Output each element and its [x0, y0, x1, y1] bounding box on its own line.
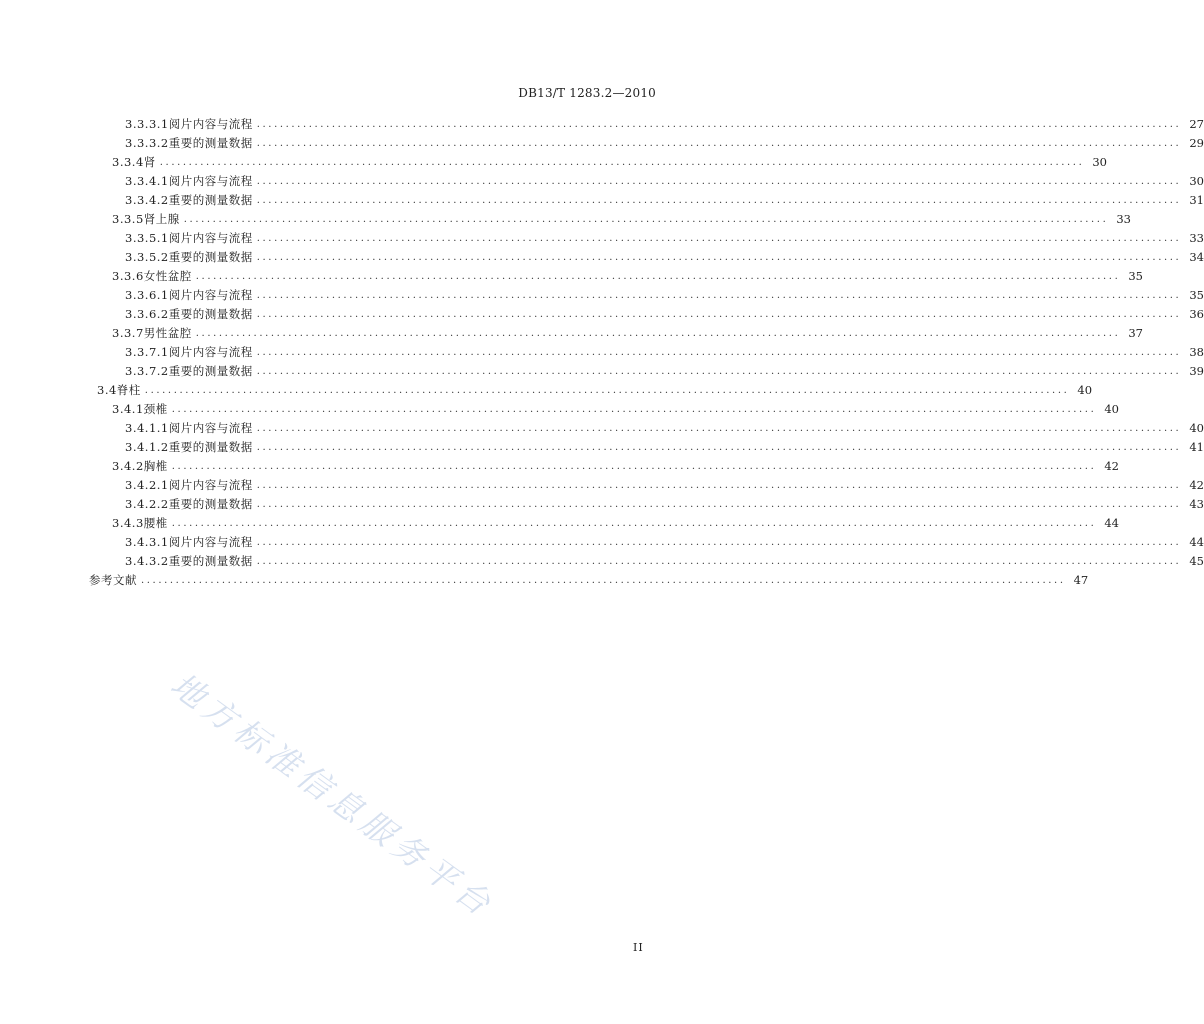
- toc-entry-dot-leader: ................................................................................................................................................................: [256, 499, 1182, 510]
- toc-entry-dot-leader: ................................................................................................................................................................: [171, 461, 1097, 472]
- toc-entry: [0, 400, 1119, 419]
- toc-entry-number: 3.4.1: [112, 402, 144, 416]
- toc-entry-dot-leader: ................................................................................................................................................................: [171, 404, 1097, 415]
- toc-entry-page: 35: [1189, 288, 1204, 302]
- toc-entry-title: 女性盆腔: [143, 269, 192, 283]
- toc-entry-dot-leader: ................................................................................................................................................................: [256, 119, 1182, 130]
- toc-entry-number: 3.4.3: [112, 516, 144, 530]
- toc-entry-dot-leader: ................................................................................................................................................................: [256, 537, 1182, 548]
- toc-entry-title: 重要的测量数据: [168, 193, 253, 207]
- toc-entry-number: 3.3.3.1: [125, 117, 169, 131]
- toc-entry-title: 胸椎: [143, 459, 168, 473]
- toc-entry-page: 44: [1104, 516, 1119, 530]
- toc-entry-title: 重要的测量数据: [168, 497, 253, 511]
- toc-entry-page: 45: [1189, 554, 1204, 568]
- toc-entry-dot-leader: ................................................................................................................................................................: [256, 138, 1182, 149]
- toc-entry-number: 3.3.6.2: [125, 307, 169, 321]
- toc-entry: [0, 229, 1204, 248]
- toc-entry-page: 39: [1189, 364, 1204, 378]
- toc-entry: [0, 191, 1204, 210]
- watermark: 地方标准信息服务平台: [163, 664, 502, 926]
- toc-entry-dot-leader: ................................................................................................................................................................: [159, 157, 1085, 168]
- toc-entry-page: 40: [1104, 402, 1119, 416]
- toc-entry-number: 3.3.4.2: [125, 193, 169, 207]
- toc-entry-page: 33: [1116, 212, 1131, 226]
- toc-entry-title: 重要的测量数据: [168, 364, 253, 378]
- toc-entry-title: 肾上腺: [143, 212, 180, 226]
- toc-entry-dot-leader: ................................................................................................................................................................: [256, 309, 1182, 320]
- toc-entry-page: 47: [1073, 573, 1089, 587]
- toc-entry: [0, 153, 1107, 172]
- toc-entry-number: 3.3.7: [112, 326, 144, 340]
- toc-entry-dot-leader: ................................................................................................................................................................: [256, 366, 1182, 377]
- toc-entry-title: 重要的测量数据: [168, 136, 253, 150]
- toc-entry-number: 3.3.6: [112, 269, 144, 283]
- toc-entry-number: 3.3.3.2: [125, 136, 169, 150]
- toc-entry-dot-leader: ................................................................................................................................................................: [256, 233, 1182, 244]
- toc-entry-dot-leader: ................................................................................................................................................................: [195, 271, 1121, 282]
- toc-entry: [0, 514, 1119, 533]
- toc-entry-dot-leader: ................................................................................................................................................................: [256, 195, 1182, 206]
- toc-entry-title: 阅片内容与流程: [168, 174, 253, 188]
- toc-entry: [0, 362, 1204, 381]
- toc-entry-page: 33: [1189, 231, 1204, 245]
- toc-entry: [0, 134, 1204, 153]
- toc-entry-title: 阅片内容与流程: [168, 288, 253, 302]
- toc-entry: [0, 324, 1143, 343]
- toc-entry-title: 脊柱: [116, 383, 141, 397]
- toc-entry-page: 44: [1189, 535, 1204, 549]
- toc-entry: [0, 476, 1204, 495]
- toc-entry-page: 35: [1128, 269, 1143, 283]
- toc-entry-number: 3.3.7.1: [125, 345, 169, 359]
- toc-entry-title: 阅片内容与流程: [168, 535, 253, 549]
- toc-entry-title: 男性盆腔: [143, 326, 192, 340]
- toc-entry-title: 重要的测量数据: [168, 554, 253, 568]
- toc-entry-title: 阅片内容与流程: [168, 345, 253, 359]
- toc-entry-number: 3.3.5: [112, 212, 144, 226]
- toc-entry-title: 颈椎: [143, 402, 168, 416]
- toc-entry-page: 43: [1189, 497, 1204, 511]
- toc-entry-title: 阅片内容与流程: [168, 421, 253, 435]
- toc-entry-page: 40: [1189, 421, 1204, 435]
- toc-entry-number: 3.3.7.2: [125, 364, 169, 378]
- toc-entry: [0, 571, 1089, 590]
- toc-entry-dot-leader: ................................................................................................................................................................: [256, 176, 1182, 187]
- toc-entry-page: 27: [1189, 117, 1204, 131]
- toc-entry-number: 3.4.1.2: [125, 440, 169, 454]
- toc-entry: [0, 533, 1204, 552]
- toc-entry: [0, 115, 1204, 134]
- toc-entry-title: 阅片内容与流程: [168, 231, 253, 245]
- toc-entry-page: 30: [1189, 174, 1204, 188]
- toc-entry-dot-leader: ................................................................................................................................................................: [144, 385, 1070, 396]
- toc-entry-dot-leader: ................................................................................................................................................................: [141, 575, 1066, 586]
- toc-entry: [0, 381, 1093, 400]
- toc-entry-number: 3.4.3.2: [125, 554, 169, 568]
- toc-entry: [0, 267, 1143, 286]
- toc-entry-title: 肾: [143, 155, 156, 169]
- toc-entry-page: 36: [1189, 307, 1204, 321]
- toc-entry-dot-leader: ................................................................................................................................................................: [256, 252, 1182, 263]
- toc-entry: [0, 343, 1204, 362]
- toc-entry: [0, 457, 1119, 476]
- toc-entry: [0, 210, 1131, 229]
- toc-entry-dot-leader: ................................................................................................................................................................: [183, 214, 1109, 225]
- toc-entry-dot-leader: ................................................................................................................................................................: [256, 423, 1182, 434]
- toc-entry-title: 重要的测量数据: [168, 440, 253, 454]
- toc-entry-dot-leader: ................................................................................................................................................................: [171, 518, 1097, 529]
- toc-entry-number: 3.4.1.1: [125, 421, 169, 435]
- toc-entry-number: 3.4.3.1: [125, 535, 169, 549]
- toc-entry-page: 42: [1104, 459, 1119, 473]
- toc-entry-title: 阅片内容与流程: [168, 117, 253, 131]
- toc-entry: [0, 495, 1204, 514]
- toc-entry-dot-leader: ................................................................................................................................................................: [256, 480, 1182, 491]
- toc-entry: [0, 172, 1204, 191]
- toc-entry-dot-leader: ................................................................................................................................................................: [256, 442, 1182, 453]
- toc-entry-page: 41: [1189, 440, 1204, 454]
- toc-entry-number: 3.4.2: [112, 459, 144, 473]
- toc-entry: [0, 248, 1204, 267]
- toc-entry-title: 参考文献: [89, 573, 137, 587]
- toc-entry: [0, 419, 1204, 438]
- document-code: DB13/T 1283.2—2010: [518, 86, 656, 100]
- toc-entry-title: 重要的测量数据: [168, 250, 253, 264]
- toc-entry-title: 重要的测量数据: [168, 307, 253, 321]
- toc-entry: [0, 438, 1204, 457]
- toc-entry-title: 腰椎: [143, 516, 168, 530]
- toc-entry-number: 3.3.4.1: [125, 174, 169, 188]
- toc-entry-page: 30: [1092, 155, 1107, 169]
- toc-entry-page: 34: [1189, 250, 1204, 264]
- toc-entry-number: 3.4.2.2: [125, 497, 169, 511]
- toc-entry-number: 3.3.6.1: [125, 288, 169, 302]
- toc-entry-number: 3.4.2.1: [125, 478, 169, 492]
- toc-entry-dot-leader: ................................................................................................................................................................: [256, 556, 1182, 567]
- toc-entry-dot-leader: ................................................................................................................................................................: [256, 290, 1182, 301]
- toc-entry-number: 3.3.5.2: [125, 250, 169, 264]
- toc-entry-number: 3.3.4: [112, 155, 144, 169]
- table-of-contents: [0, 115, 1204, 590]
- toc-entry-dot-leader: ................................................................................................................................................................: [256, 347, 1182, 358]
- toc-entry-title: 阅片内容与流程: [168, 478, 253, 492]
- toc-entry-page: 40: [1077, 383, 1093, 397]
- toc-entry-page: 38: [1189, 345, 1204, 359]
- toc-entry-page: 31: [1189, 193, 1204, 207]
- toc-entry: [0, 552, 1204, 571]
- toc-entry-page: 37: [1128, 326, 1143, 340]
- toc-entry-number: 3.3.5.1: [125, 231, 169, 245]
- toc-entry: [0, 305, 1204, 324]
- toc-entry-page: 29: [1189, 136, 1204, 150]
- toc-entry-page: 42: [1189, 478, 1204, 492]
- page-number: II: [633, 941, 644, 954]
- toc-entry-number: 3.4: [97, 383, 117, 397]
- toc-entry: [0, 286, 1204, 305]
- toc-entry-dot-leader: ................................................................................................................................................................: [195, 328, 1121, 339]
